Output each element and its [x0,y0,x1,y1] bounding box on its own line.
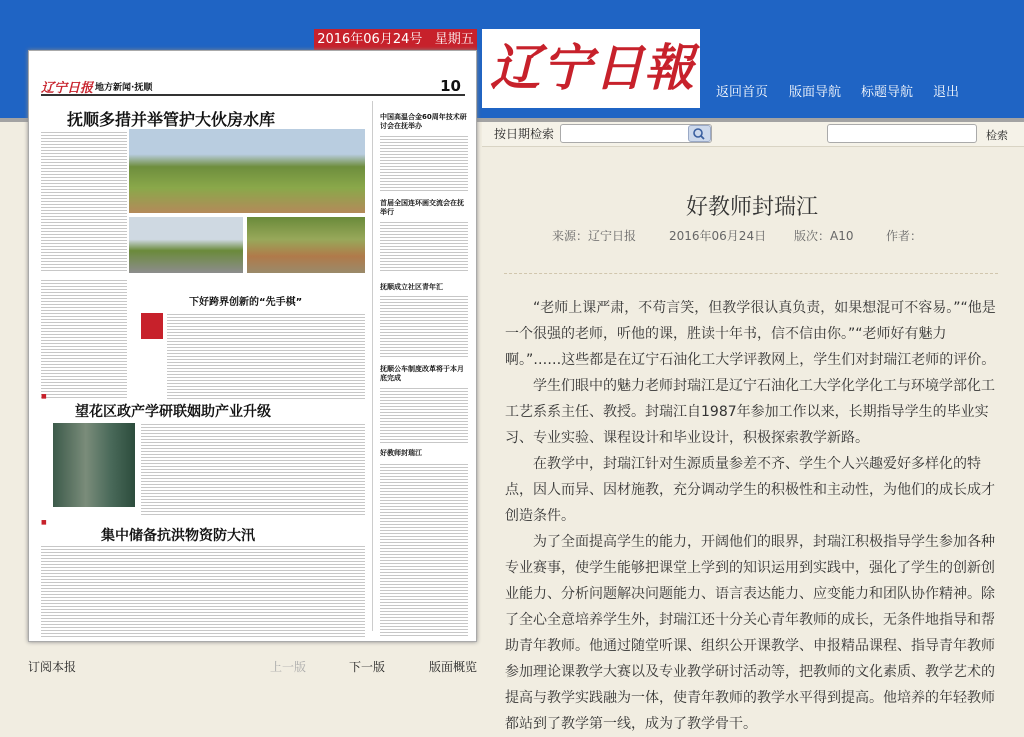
logo-char: 辽 [490,38,540,97]
article-title: 好教师封瑞江 [685,195,818,220]
paper-text-block [380,221,468,271]
newspaper-page-image[interactable] [28,50,477,642]
article-paragraph: 在教学中，封瑞江针对生源质量参差不齐、学生个人兴趣爱好多样化的特点，因人而异、因材施教，充分调动学生的积极性和主动性，为他们的成长成才创造条件。 [505,456,995,524]
paper-headline-2[interactable]: 下好跨界创新的“先手棋” [189,297,303,308]
nav-exit[interactable]: 退出 [933,85,960,100]
page-overview-link[interactable]: 版面概览 [429,660,478,674]
search-icon [689,126,710,141]
date-text: 2016年06月24号 [317,32,423,47]
article-paragraph: 为了全面提高学生的能力，开阔他们的眼界，封瑞江积极指导学生参加各种专业赛事，使学生能够把课堂上学到的知识运用到实践中，强化了学生的创新创业能力、分析问题解决问题能力、语言表达能力、应变能力和团队协作精神。除了全心全意培养学生外，封瑞江还十分关心青年教师的成长，无条件地指导和帮助青年教师。他通过随堂听课、组织公开课教学、申报精品课程、指导青年教师参加理论课教学大赛以及专业教学研讨活动等，把教师的文化素质、教学艺术的提高与教学实践融为一体，使青年教师的教学水平得到提高。他培养的年轻教师都站到了教学第一线，成为了教学骨干。 [505,534,995,732]
logo-char: 報 [644,38,694,97]
paper-text-block [380,295,468,357]
article-paragraph: “老师上课严肃，不苟言笑，但教学很认真负责，如果想混可不容易。”“他是一个很强的老师，听他的课，胜读十年书，信不信由你。”“老师好有魅力啊。”……这些都是在辽宁石油化工大学评教网上，学生们对封瑞江老师的评价。 [505,300,996,368]
paper-column-divider [372,101,373,631]
paper-header [41,77,465,96]
nav-home[interactable]: 返回首页 [716,85,769,100]
paper-side-item[interactable]: 抚顺公车制度改革将于本月底完成 [380,365,464,382]
paper-photo-dam [247,217,365,273]
paper-photo-landscape [129,129,365,213]
paper-tag: ■ [41,393,47,400]
paper-photo-road [129,217,243,273]
article-date: 2016年06月24日 [669,229,767,243]
weekday-text: 星期五 [434,32,474,47]
paper-side-item[interactable]: 抚顺成立社区青年汇 [380,283,443,291]
newspaper-logo[interactable] [482,29,700,108]
paper-side-item[interactable]: 好教师封瑞江 [380,449,422,457]
paper-side-item[interactable]: 中国高温合金60周年技术研讨会在抚举办 [380,113,467,130]
paper-tag: ■ [41,519,47,526]
article-source: 来源：辽宁日报 [552,229,637,243]
article-edition: 版次：A10 [794,229,854,243]
article-body [505,295,1000,737]
keyword-search-input[interactable] [827,124,977,143]
article-paragraph: 学生们眼中的魅力老师封瑞江是辽宁石油化工大学化学化工与环境学部化工工艺系系主任、教授。封瑞江自1987年参加工作以来，长期指导学生的毕业实习、专业实验、课程设计和毕业设计，积极探索教学新路。 [505,378,995,446]
logo-char: 日 [594,38,644,97]
paper-masthead: 辽宁日报 [41,81,94,96]
paper-text-block [41,131,127,271]
subscribe-link[interactable]: 订阅本报 [28,660,77,674]
date-search-button[interactable] [688,125,711,142]
paper-headline-4[interactable]: 集中储备抗洪物资防大汛 [101,528,255,544]
keyword-search-button[interactable]: 检索 [986,129,1008,142]
paper-section: 地方新闻·抚顺 [95,83,153,93]
paper-headline-1[interactable]: 抚顺多措并举管护大伙房水库 [67,110,276,129]
paper-text-block [167,313,365,399]
article-divider [504,273,998,274]
paper-text-block [41,279,127,399]
date-search-label: 按日期检索 [494,127,555,141]
paper-photo-factory [53,423,135,507]
paper-text-block [380,135,468,193]
article-author: 作者： [886,229,923,243]
paper-text-block [41,545,365,637]
logo-char: 宁 [542,38,592,97]
prev-page-link[interactable]: 上一版 [270,660,307,674]
paper-text-block [380,387,468,443]
nav-title-navigation[interactable]: 标题导航 [861,85,914,100]
paper-text-block [141,423,365,515]
paper-side-item[interactable]: 首届全国连环画交流会在抚举行 [380,199,464,216]
paper-text-block [380,463,468,637]
nav-page-navigation[interactable]: 版面导航 [789,85,842,100]
paper-page-number: 10 [440,77,461,95]
paper-logo-block [141,313,163,339]
date-badge [314,29,477,50]
paper-headline-3[interactable]: 望花区政产学研联姻助产业升级 [75,404,271,420]
next-page-link[interactable]: 下一版 [349,660,386,674]
